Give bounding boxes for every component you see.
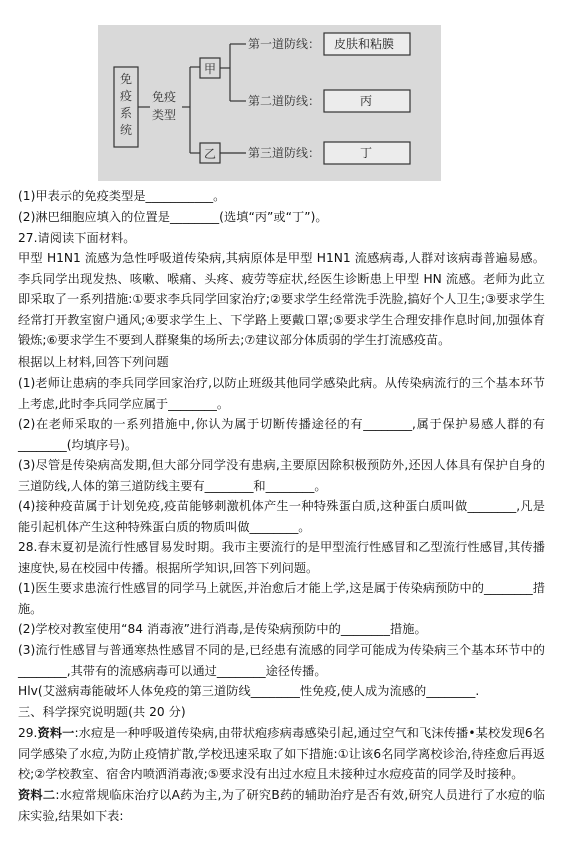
question-2: (2)淋巴细胞应填入的位置是________(选填“丙”或“丁”)。 — [18, 210, 328, 224]
material-1-label: 资料一 — [37, 726, 75, 740]
material-2-text: :水痘常规临床治疗以A药为主,为了研究B药的辅助治疗是否有效,研究人员进行了水痘的临床实验,结果如下表: — [18, 788, 545, 823]
question-29-material-2 — [18, 785, 545, 826]
question-27-2: (2)在老师采取的一系列措施中,你认为属于切断传播途径的有________,属于保护易感人群的有________(均填序号)。 — [18, 417, 545, 452]
question-1: (1)甲表示的免疫类型是___________。 — [18, 189, 226, 203]
question-28-4: Hlv(艾滋病毒能破坏人体免疫的第三道防线________性免疫,使人成为流感的________. — [18, 684, 480, 698]
material-2-label: 资料二 — [18, 788, 56, 802]
question-27-4: (4)接种疫苗属于计划免疫,疫苗能够刺激机体产生一种特殊蛋白质,这种蛋白质叫做________,凡是能引起机体产生这种特殊蛋白质的物质叫做________。 — [18, 499, 545, 534]
diagram-root-label: 免疫系统 — [120, 72, 133, 137]
question-27-1: (1)老师让患病的李兵同学回家治疗,以防止班级其他同学感染此病。从传染病流行的三个基本环节上考虑,此时李兵同学应属于________。 — [18, 376, 545, 411]
diagram-branch-b: 乙 — [204, 147, 217, 161]
diagram-line1-label: 第一道防线： — [248, 37, 321, 51]
question-29-material-1 — [18, 723, 545, 785]
question-28-1: (1)医生要求患流行性感冒的同学马上就医,并治愈后才能上学,这是属于传染病预防中的________措施。 — [18, 581, 545, 616]
question-27-title: 27.请阅读下面材料。 — [18, 231, 136, 245]
immune-system-diagram — [98, 25, 441, 181]
question-28: 28.春末夏初是流行性感冒易发时期。我市主要流行的是甲型流行性感冒和乙型流行性感冒,其传播速度快,易在校园中传播。根据所学知识,回答下列问题。 — [18, 540, 545, 575]
question-28-2: (2)学校对教室使用“84 消毒液”进行消毒,是传染病预防中的________措施。 — [18, 622, 427, 636]
diagram-line1-box: 皮肤和粘膜 — [334, 37, 395, 51]
diagram-line2-label: 第二道防线： — [248, 94, 321, 108]
diagram-middle-label-2: 类型 — [152, 108, 177, 122]
answer-intro: 根据以上材料,回答下列问题 — [18, 355, 169, 369]
diagram-line3-label: 第三道防线： — [248, 146, 321, 160]
question-27-3: (3)尽管是传染病高发期,但大部分同学没有患病,主要原因除积极预防外,还因人体具有保护自身的三道防线,人体的第三道防线主要有________和________。 — [18, 458, 545, 493]
question-29-number: 29. — [18, 726, 38, 740]
diagram-line2-box: 丙 — [360, 94, 373, 108]
material-1-text: :水痘是一种呼吸道传染病,由带状疱疹病毒感染引起,通过空气和飞沫传播•某校发现6名同学感染了水痘,为防止疫情扩散,学校迅速采取了如下措施:①让该6名同学离校诊治,待痊愈后再返校;②学校教室、宿舍内喷洒消毒液;⑤要求没有出过水痘且未接种过水痘疫苗的同学及时接种。 — [18, 726, 545, 782]
diagram-line3-box: 丁 — [360, 146, 373, 160]
question-27-material: 甲型 H1N1 流感为急性呼吸道传染病,其病原体是甲型 H1N1 流感病毒,人群对该病毒普遍易感。李兵同学出现发热、咳嗽、喉痛、头疼、疲劳等症状,经医生诊断患上甲型 HN 流感。老师为此立即采取了一系列措施:①要求李兵同学回家治疗;②要求学生经常洗手洗脸,搞好个人卫生;③要求学生经常打开教室窗户通风;④要求学生上、下学路上要戴口罩;⑤要求学生合理安排作息时间,加强体育锻炼;⑥要求学生不要到人群聚集的场所去;⑦建议部分体质弱的学生打流感疫苗。 — [18, 251, 545, 348]
diagram-branch-a: 甲 — [204, 62, 217, 76]
diagram-middle-label-1: 免疫 — [152, 90, 177, 104]
question-28-3: (3)流行性感冒与普通寒热性感冒不同的是,已经患有流感的同学可能成为传染病三个基本环节中的________,其带有的流感病毒可以通过________途径传播。 — [18, 643, 545, 678]
section-3-heading: 三、科学探究说明题(共 20 分) — [18, 705, 186, 719]
